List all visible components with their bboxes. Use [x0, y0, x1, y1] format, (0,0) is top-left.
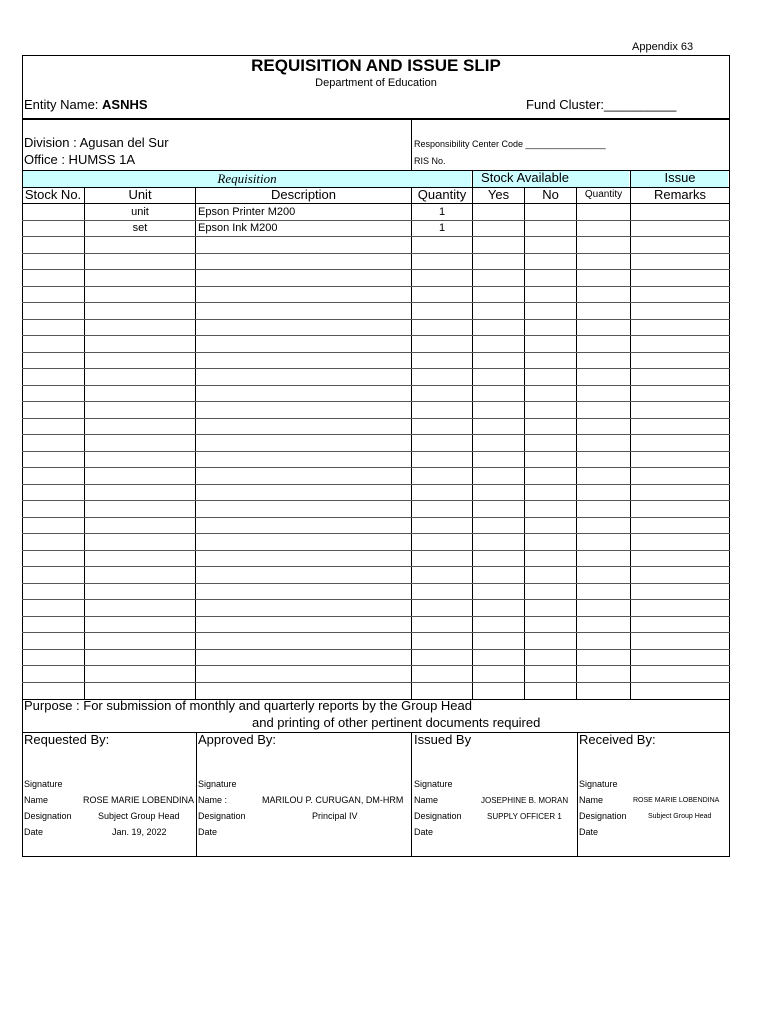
- table-row-line: [22, 550, 730, 551]
- received-date-label: Date: [579, 827, 599, 837]
- table-row-line: [22, 368, 730, 369]
- issued-designation-label: Designation: [414, 811, 462, 821]
- approved-designation-value: Principal IV: [312, 811, 358, 821]
- table-row-line: [22, 649, 730, 650]
- col-remarks: Remarks: [653, 187, 706, 202]
- received-name-value: ROSE MARIE LOBENDINA: [633, 797, 720, 804]
- col-yes: Yes: [487, 187, 510, 202]
- table-row-line: [22, 533, 730, 534]
- entity-name-value: ASNHS: [102, 97, 148, 112]
- frame-bottom-line: [22, 856, 730, 857]
- issued-name-value: JOSEPHINE B. MORAN: [481, 796, 569, 805]
- approved-by-title: Approved By:: [198, 732, 277, 747]
- item-description: Epson Printer M200: [198, 206, 296, 218]
- item-description: Epson Ink M200: [198, 222, 278, 234]
- requested-date-label: Date: [24, 827, 44, 837]
- section-issue: Issue: [664, 170, 696, 185]
- issued-name-label: Name: [414, 795, 439, 805]
- division-label: Division : Agusan del Sur: [24, 135, 169, 150]
- issued-signature-label: Signature: [414, 779, 453, 789]
- table-column-line: [576, 187, 577, 699]
- section-div-2: [630, 170, 631, 187]
- col-no: No: [542, 187, 559, 202]
- section-div-1: [472, 170, 473, 187]
- appendix-label: Appendix 63: [632, 41, 694, 53]
- table-row-line: [22, 451, 730, 452]
- entity-divider: [22, 118, 730, 120]
- table-row-line: [22, 682, 730, 683]
- item-quantity: 1: [438, 222, 446, 234]
- col-issue-quantity: Quantity: [584, 189, 623, 200]
- fund-cluster: Fund Cluster:__________: [526, 97, 677, 112]
- requested-designation-value: Subject Group Head: [98, 811, 180, 821]
- ris-number: RIS No.: [414, 156, 446, 166]
- table-column-line: [411, 187, 412, 699]
- table-column-line: [84, 187, 85, 699]
- table-row-line: [22, 253, 730, 254]
- table-column-line: [524, 187, 525, 699]
- table-row-line: [22, 434, 730, 435]
- requested-name-label: Name: [24, 795, 49, 805]
- table-row-line: [22, 583, 730, 584]
- item-unit: unit: [131, 206, 149, 218]
- table-row-line: [22, 319, 730, 320]
- section-requisition: Requisition: [217, 171, 277, 186]
- sig-div-3: [577, 732, 578, 857]
- office-label: Office : HUMSS 1A: [24, 152, 136, 167]
- table-row-line: [22, 385, 730, 386]
- issued-by-title: Issued By: [414, 732, 472, 747]
- table-column-line: [472, 187, 473, 699]
- col-quantity: Quantity: [417, 187, 467, 202]
- issued-designation-value: SUPPLY OFFICER 1: [487, 812, 562, 821]
- table-row-line: [22, 352, 730, 353]
- table-row-line: [22, 599, 730, 600]
- table-row-line: [22, 401, 730, 402]
- received-designation-label: Designation: [579, 811, 627, 821]
- received-designation-value: Subject Group Head: [648, 813, 712, 820]
- approved-name-value: MARILOU P. CURUGAN, DM-HRM: [262, 795, 404, 805]
- table-row-line: [22, 517, 730, 518]
- section-stock-available: Stock Available: [481, 170, 569, 185]
- col-stock-no: Stock No.: [24, 187, 82, 202]
- received-signature-label: Signature: [579, 779, 618, 789]
- entity-name-label: Entity Name:: [24, 97, 99, 112]
- col-unit: Unit: [128, 187, 152, 202]
- item-unit: set: [132, 222, 148, 234]
- requested-by-title: Requested By:: [24, 732, 110, 747]
- table-row-line: [22, 236, 730, 237]
- table-row-line: [22, 286, 730, 287]
- table-row-line: [22, 484, 730, 485]
- entity-name: [24, 97, 148, 112]
- sig-div-2: [411, 732, 412, 857]
- table-row-line: [22, 616, 730, 617]
- table-row-line: [22, 566, 730, 567]
- table-row-line: [22, 269, 730, 270]
- table-row-line: [22, 302, 730, 303]
- responsibility-center-code: Responsibility Center Code ________________: [414, 139, 606, 149]
- table-row-line: [22, 418, 730, 419]
- received-name-label: Name: [579, 795, 604, 805]
- approved-name-label: Name :: [198, 795, 228, 805]
- table-column-line: [630, 187, 631, 699]
- table-row-line: [22, 500, 730, 501]
- rcc-divider: [411, 120, 412, 170]
- requested-signature-label: Signature: [24, 779, 63, 789]
- table-row-line: [22, 632, 730, 633]
- purpose-line-1: Purpose : For submission of monthly and quarterly reports by the Group Head: [24, 698, 472, 713]
- table-row-line: [22, 665, 730, 666]
- table-row-line: [22, 467, 730, 468]
- table-row-line: [22, 335, 730, 336]
- item-quantity: 1: [438, 206, 446, 218]
- approved-designation-label: Designation: [198, 811, 246, 821]
- received-by-title: Received By:: [579, 732, 656, 747]
- col-description: Description: [270, 187, 337, 202]
- issued-date-label: Date: [414, 827, 434, 837]
- form-title: REQUISITION AND ISSUE SLIP: [251, 56, 501, 75]
- form-subtitle: Department of Education: [315, 77, 437, 89]
- frame-right-line: [729, 55, 730, 857]
- requested-date-value: Jan. 19, 2022: [112, 827, 167, 837]
- requested-name-value: ROSE MARIE LOBENDINA: [83, 795, 195, 805]
- table-column-line: [195, 187, 196, 699]
- approved-signature-label: Signature: [198, 779, 237, 789]
- approved-date-label: Date: [198, 827, 218, 837]
- sig-div-1: [196, 732, 197, 857]
- purpose-line-2: and printing of other pertinent documents required: [252, 715, 541, 730]
- requested-designation-label: Designation: [24, 811, 72, 821]
